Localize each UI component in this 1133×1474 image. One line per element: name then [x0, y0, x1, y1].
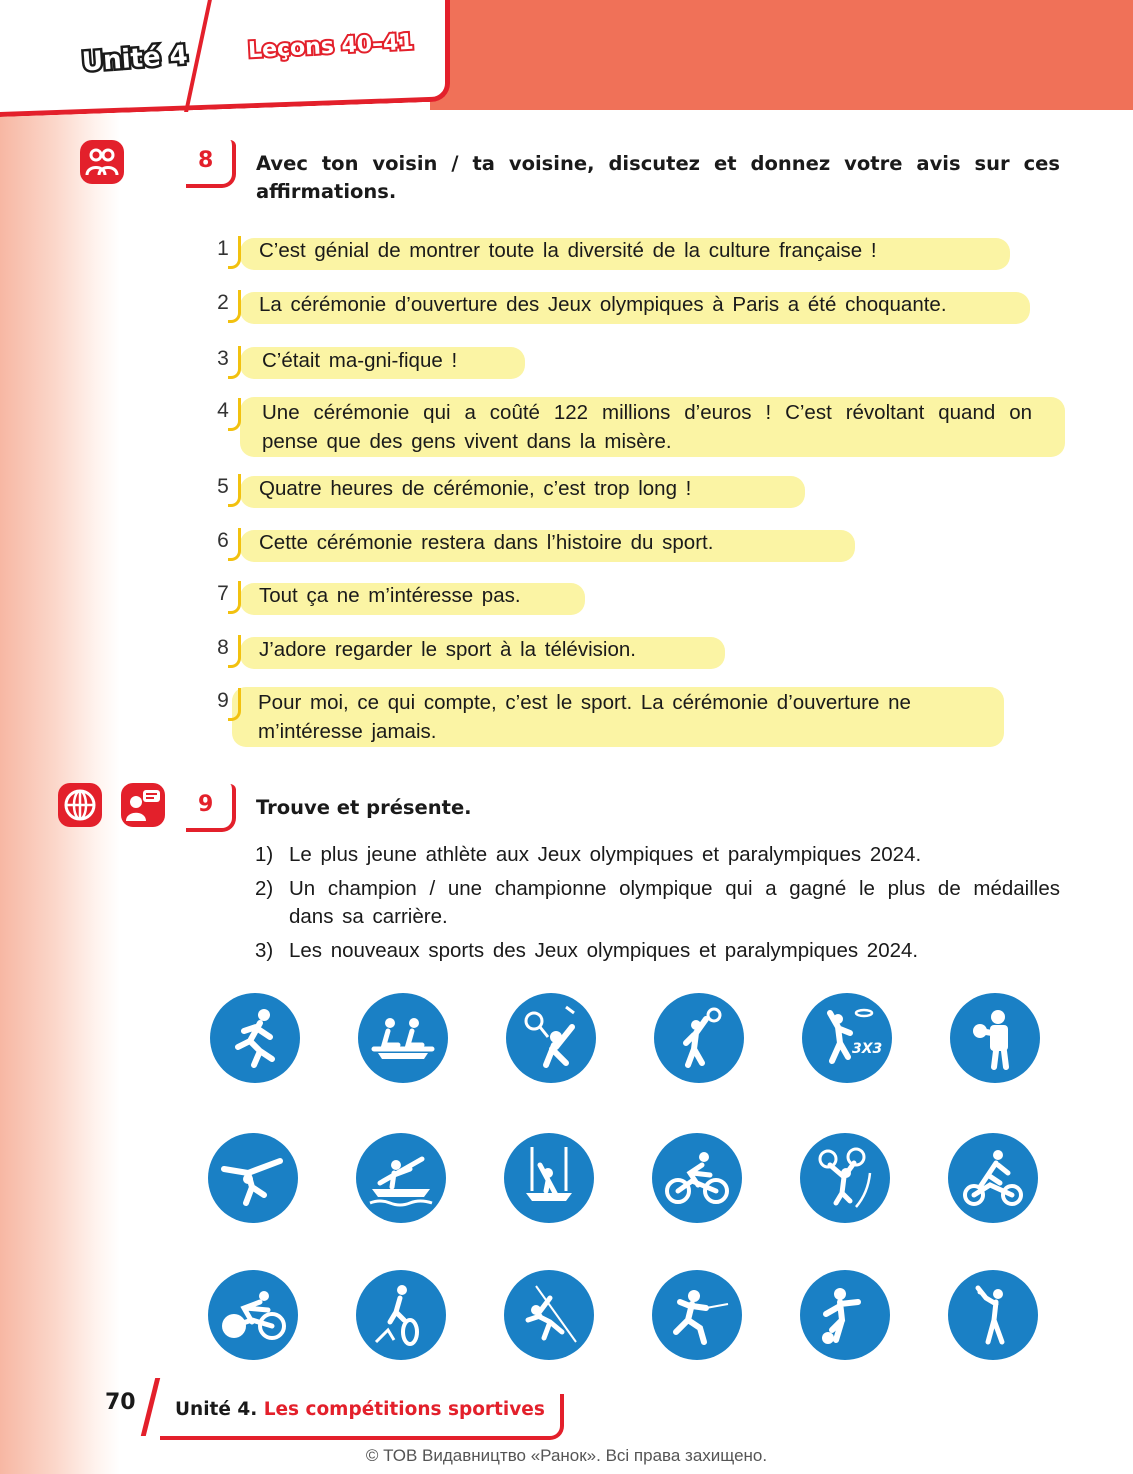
mountain-bike-icon: [356, 1270, 446, 1360]
golf-icon: [948, 1270, 1038, 1360]
fencing-icon: [652, 1270, 742, 1360]
statement-text: C’est génial de montrer toute la diversité de la culture française !: [259, 239, 877, 262]
canoe-slalom-icon: [504, 1133, 594, 1223]
statement-number: 3: [205, 344, 241, 378]
statement-text: J’adore regarder le sport à la télévision.: [259, 638, 636, 661]
lessons-badge: Leçons 40–41: [247, 29, 415, 64]
climbing-icon: [504, 1270, 594, 1360]
boxing-icon: [950, 993, 1040, 1083]
globe-icon: [58, 783, 102, 827]
basketball-3x3-icon: [802, 993, 892, 1083]
football-icon: [800, 1270, 890, 1360]
statement-text: La cérémonie d’ouverture des Jeux olympiques à Paris a été choquante.: [259, 293, 947, 316]
running-icon: [210, 993, 300, 1083]
statement-number: 8: [205, 633, 241, 667]
rowing-icon: [358, 993, 448, 1083]
exercise-8-instruction: Avec ton voisin / ta voisine, discutez et donnez votre avis sur ces affirmations.: [256, 152, 1060, 203]
page-number: 70: [105, 1390, 136, 1415]
copyright: © ТОВ Видавництво «Ранок». Всі права захищено.: [365, 1446, 768, 1465]
statement-text: Une cérémonie qui a coûté 122 millions d’euros ! C’est révoltant quand on pense que des gens vivent dans la misère.: [262, 401, 1032, 453]
exercise-9-instruction: Trouve et présente.: [256, 796, 472, 819]
task-item: [255, 875, 1060, 931]
breaking-icon: [208, 1133, 298, 1223]
task-text: Les nouveaux sports des Jeux olympiques et paralympiques 2024.: [289, 939, 919, 962]
pair-work-icon: [80, 140, 124, 184]
cycling-track-icon: [208, 1270, 298, 1360]
statement-number: 6: [205, 526, 241, 560]
speech-icon: [121, 783, 165, 827]
statement-text: C’était ma-gni-fique !: [262, 349, 458, 372]
task-number: 2): [255, 877, 274, 900]
bmx-icon: [948, 1133, 1038, 1223]
statement-text: Cette cérémonie restera dans l’histoire du sport.: [259, 531, 714, 554]
statement-number: 4: [205, 396, 241, 430]
statement-text: Quatre heures de cérémonie, c’est trop long !: [259, 477, 692, 500]
task-number: 3): [255, 939, 274, 962]
top-band: [430, 0, 1133, 110]
task-text: Un champion / une championne olympique qui a gagné le plus de médailles dans sa carrière.: [289, 877, 1060, 928]
statement-number: 9: [205, 686, 241, 720]
canoe-sprint-icon: [356, 1133, 446, 1223]
footer-unit-title: Les compétitions sportives: [263, 1399, 545, 1420]
pictogram-3x3-label: 3X3: [852, 1041, 882, 1057]
gymnastics-rings-icon: [800, 1133, 890, 1223]
exercise-8-number: 8: [198, 148, 214, 173]
task-text: Le plus jeune athlète aux Jeux olympiques et paralympiques 2024.: [289, 843, 922, 866]
unit-badge: Unité 4: [81, 40, 189, 78]
cycling-road-icon: [652, 1133, 742, 1223]
task-item: [255, 841, 1060, 869]
task-item: [255, 937, 1060, 965]
footer-title: [175, 1399, 545, 1420]
statement-number: 7: [205, 579, 241, 613]
exercise-9-number: 9: [198, 792, 214, 817]
statement-number: 1: [205, 234, 241, 268]
badminton-icon: [506, 993, 596, 1083]
volleyball-icon: [654, 993, 744, 1083]
statement-text: Pour moi, ce qui compte, c’est le sport. La cérémonie d’ouverture ne m’intéresse jamais.: [258, 691, 911, 743]
statement-text: Tout ça ne m’intéresse pas.: [259, 584, 521, 607]
task-list: [255, 841, 1060, 971]
statement-number: 5: [205, 472, 241, 506]
footer-unit-prefix: Unité 4.: [175, 1399, 258, 1420]
statement-number: 2: [205, 288, 241, 322]
task-number: 1): [255, 843, 274, 866]
